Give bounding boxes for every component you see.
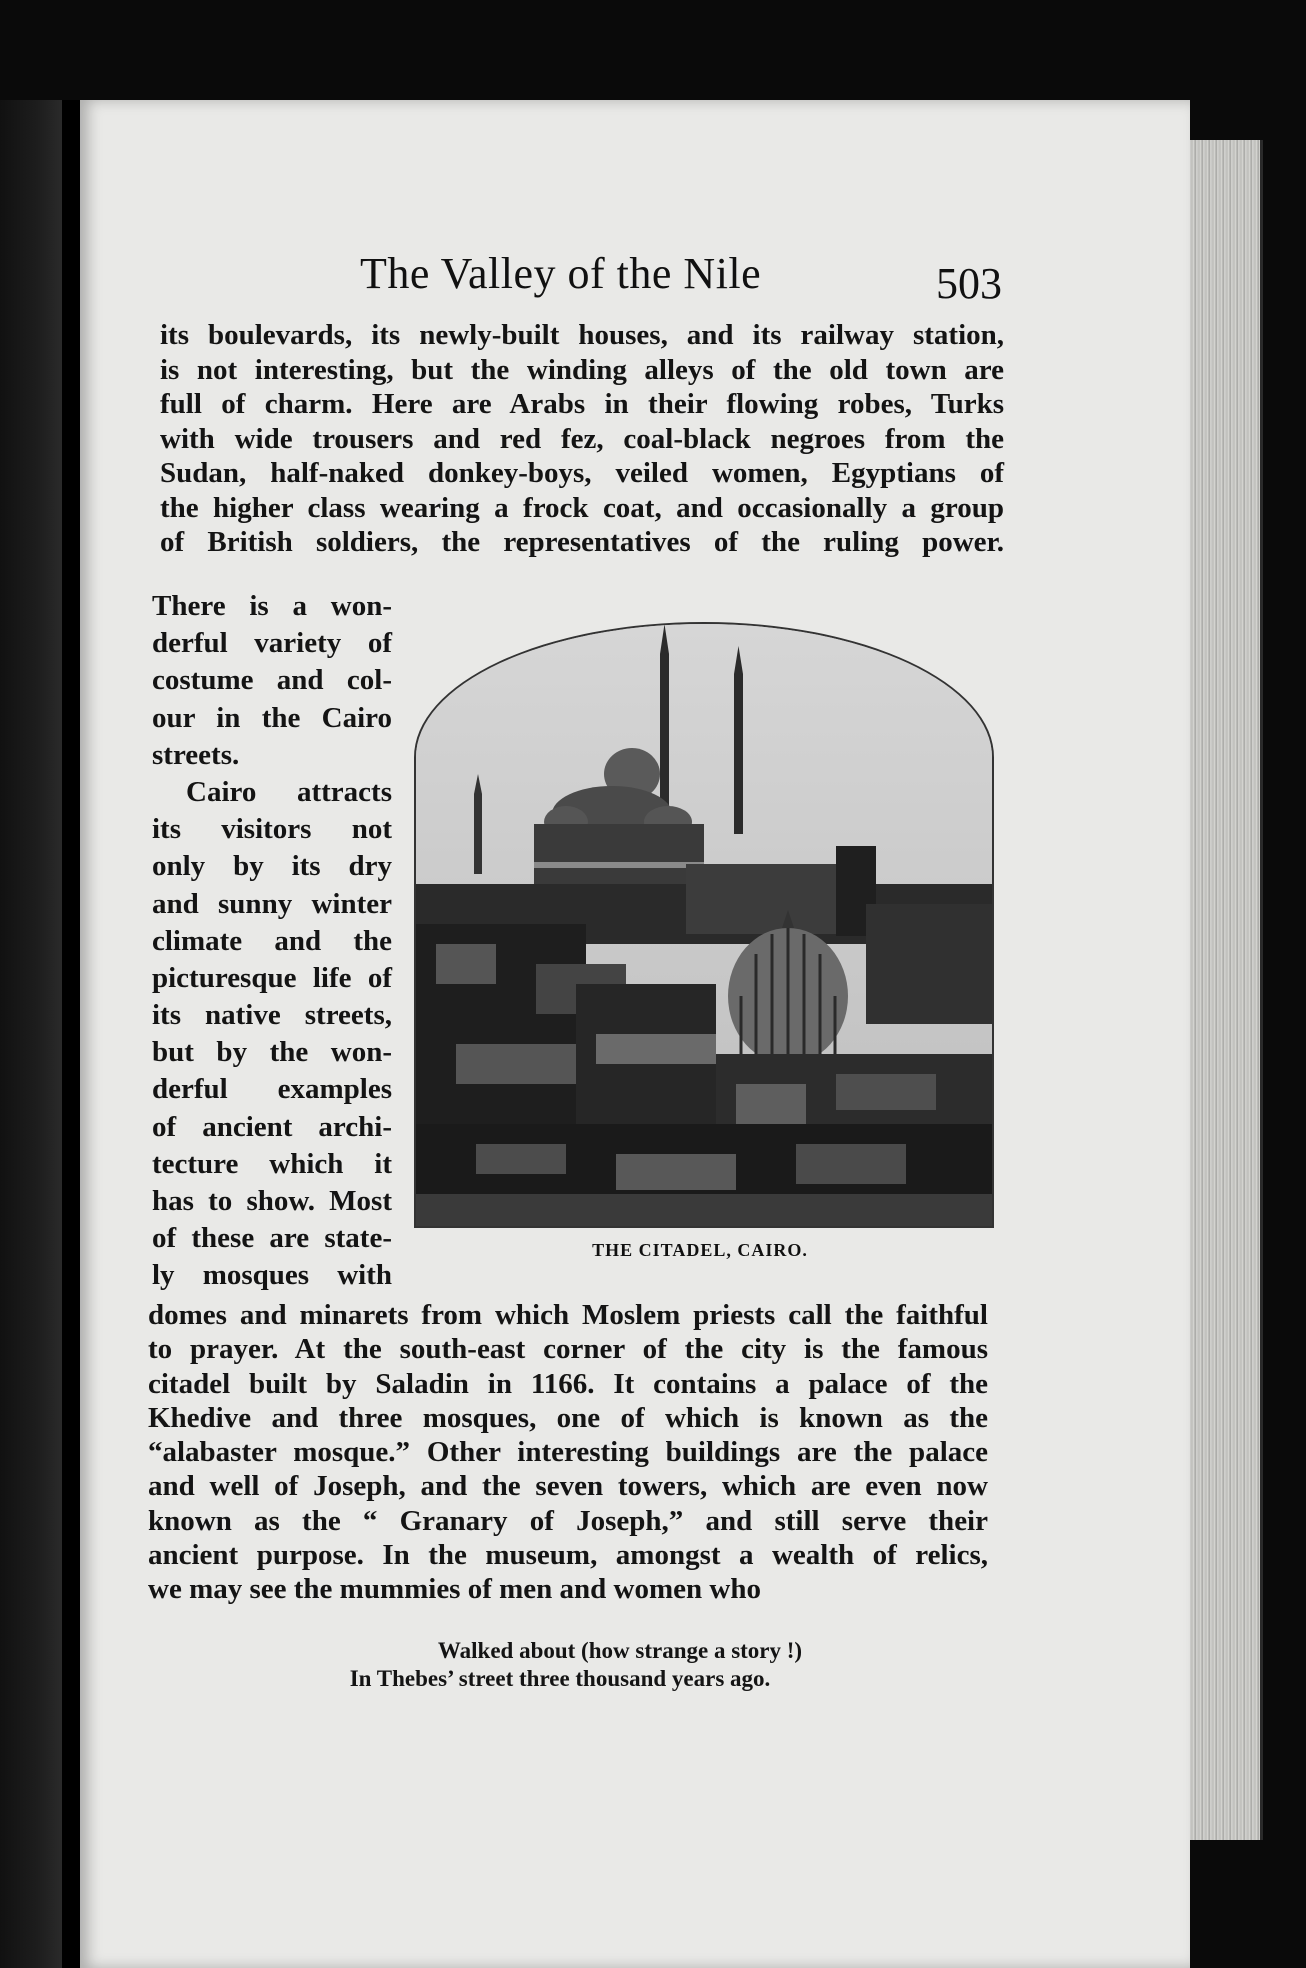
text-line: but by the won-	[152, 1036, 392, 1069]
verse-line-2: In Thebes’ street three thousand years ago.	[349, 1666, 771, 1691]
text-line: the higher class wearing a frock coat, and occasionally a group	[160, 491, 1004, 524]
text-line: citadel built by Saladin in 1166. It contains a palace of the	[148, 1367, 988, 1400]
citadel-illustration	[416, 624, 992, 1226]
left-page-edge	[0, 100, 62, 1968]
text-line: of ancient archi-	[152, 1110, 392, 1143]
text-line: of these are state-	[152, 1222, 392, 1255]
paragraph-top	[160, 318, 1004, 560]
running-head-title: The Valley of the Nile	[360, 249, 762, 298]
text-line: full of charm. Here are Arabs in their flowing robes, Turks	[160, 388, 1004, 420]
citadel-photo	[414, 622, 994, 1228]
text-line: derful examples	[152, 1073, 392, 1106]
text-line: our in the Cairo	[152, 701, 392, 734]
text-line: and sunny winter	[152, 887, 392, 920]
text-line: known as the “ Granary of Joseph,” and still serve their	[148, 1504, 988, 1537]
text-line: climate and the	[152, 924, 392, 957]
text-line: Cairo attracts	[186, 775, 392, 808]
text-line: “alabaster mosque.” Other interesting buildings are the palace	[148, 1436, 988, 1469]
text-line: domes and minarets from which Moslem priests call the faithful	[148, 1299, 988, 1331]
text-line: has to show. Most	[152, 1185, 392, 1217]
text-line: costume and col-	[152, 664, 392, 697]
page-stack-edge	[1190, 140, 1263, 1840]
text-line: and well of Joseph, and the seven towers, which are even now	[148, 1470, 988, 1503]
text-line: Sudan, half-naked donkey-boys, veiled women, Egyptians of	[160, 457, 1004, 489]
text-line: streets.	[152, 738, 240, 771]
text-line: picturesque life of	[152, 961, 392, 994]
text-line: ly mosques with	[152, 1259, 392, 1292]
text-line: tecture which it	[152, 1147, 392, 1180]
text-line: its native streets,	[152, 999, 392, 1032]
text-line: only by its dry	[152, 850, 392, 883]
verse-line-1: Walked about (how strange a story !)	[437, 1638, 803, 1663]
text-line: There is a won-	[152, 590, 392, 622]
text-line: derful variety of	[152, 627, 392, 660]
page-number: 503	[936, 259, 1002, 308]
text-line: is not interesting, but the winding alleys of the old town are	[160, 353, 1004, 386]
text-line: its boulevards, its newly-built houses, and its railway station,	[160, 319, 1004, 351]
text-line: its visitors not	[152, 813, 392, 846]
text-line: of British soldiers, the representatives of the ruling power.	[160, 526, 1004, 558]
text-line: ancient purpose. In the museum, amongst a wealth of relics,	[148, 1539, 988, 1572]
figure-caption: THE CITADEL, CAIRO.	[592, 1240, 808, 1260]
text-line: with wide trousers and red fez, coal-black negroes from the	[160, 422, 1004, 455]
paragraph-bottom	[148, 1298, 988, 1607]
book-spine	[62, 100, 80, 1968]
paragraph-wrapped-column	[152, 588, 392, 1295]
text-line: to prayer. At the south-east corner of the city is the famous	[148, 1333, 988, 1366]
text-line: we may see the mummies of men and women who	[148, 1573, 761, 1606]
text-line: Khedive and three mosques, one of which is known as the	[148, 1401, 988, 1434]
